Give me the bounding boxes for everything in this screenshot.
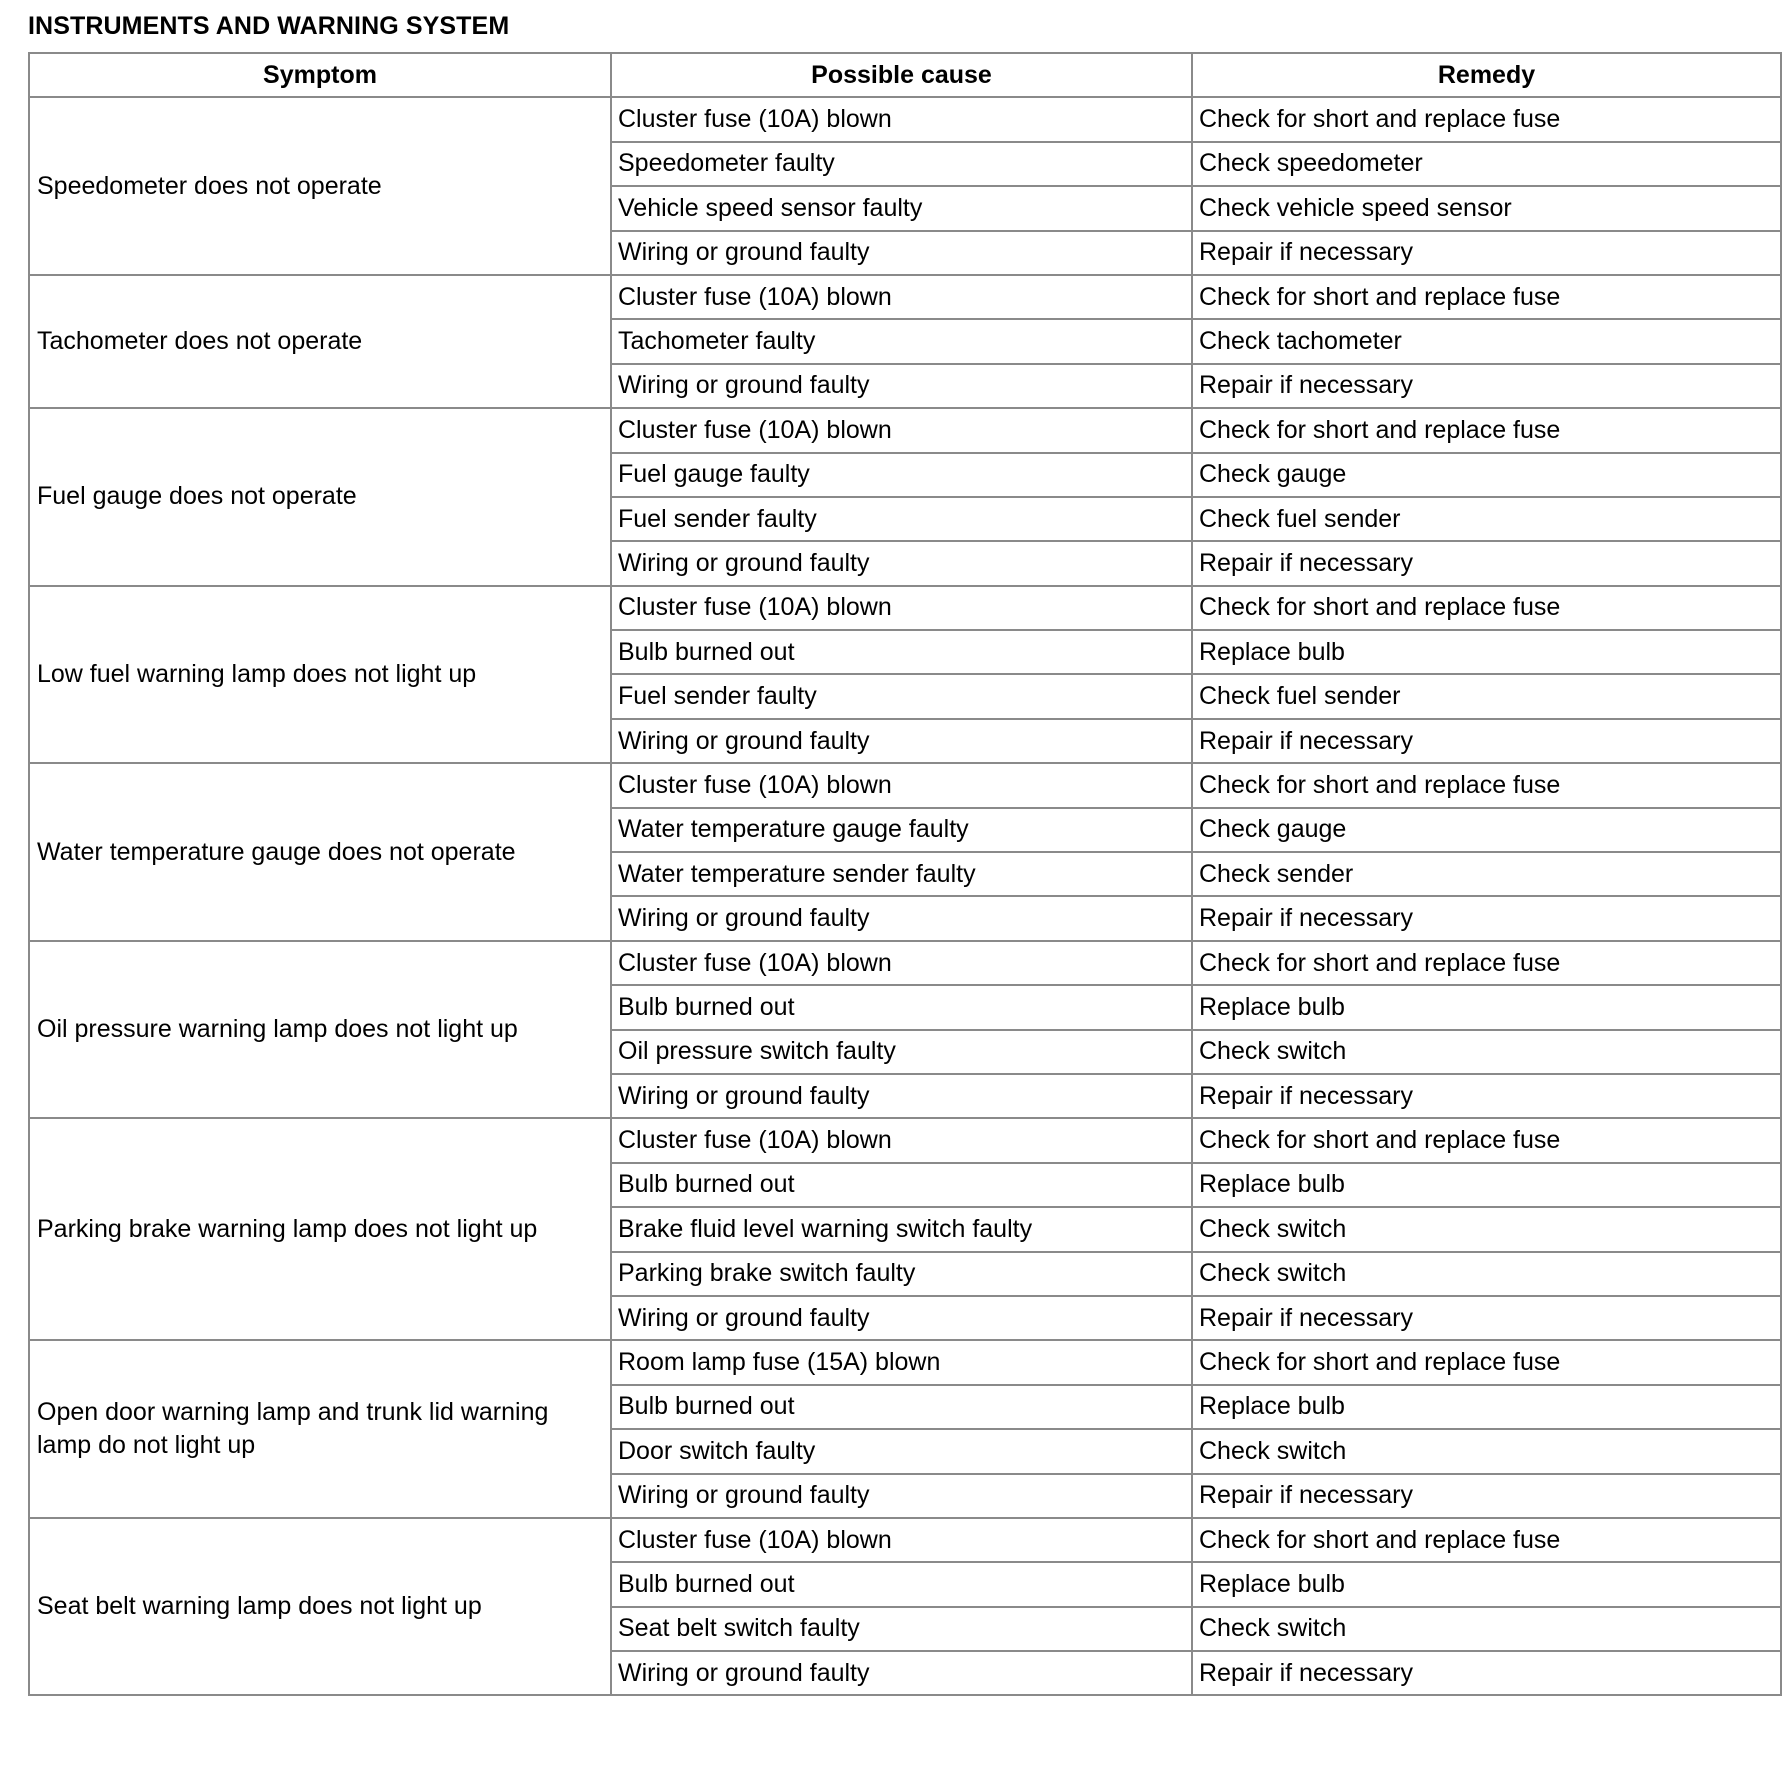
symptom-text: Low fuel warning lamp does not light up (37, 659, 477, 688)
remedy-cell: Check switch (1192, 1207, 1781, 1251)
cause-cell: Bulb burned out (611, 1562, 1192, 1606)
remedy-cell: Repair if necessary (1192, 1474, 1781, 1518)
cause-cell: Water temperature gauge faulty (611, 808, 1192, 852)
remedy-cell: Repair if necessary (1192, 541, 1781, 585)
symptom-text: Open door warning lamp and trunk lid warning lamp do not light up (37, 1398, 549, 1460)
remedy-cell: Check switch (1192, 1030, 1781, 1074)
remedy-cell: Check switch (1192, 1252, 1781, 1296)
remedy-cell: Replace bulb (1192, 985, 1781, 1029)
table-row (29, 1518, 1781, 1562)
remedy-cell: Repair if necessary (1192, 896, 1781, 940)
cause-cell: Fuel sender faulty (611, 497, 1192, 541)
cause-cell: Parking brake switch faulty (611, 1252, 1192, 1296)
remedy-cell: Repair if necessary (1192, 1651, 1781, 1695)
remedy-cell: Replace bulb (1192, 1163, 1781, 1207)
cause-cell: Wiring or ground faulty (611, 231, 1192, 275)
remedy-cell: Repair if necessary (1192, 1296, 1781, 1340)
cause-cell: Cluster fuse (10A) blown (611, 1518, 1192, 1562)
remedy-cell: Check for short and replace fuse (1192, 586, 1781, 630)
cause-cell: Seat belt switch faulty (611, 1607, 1192, 1651)
remedy-cell: Check for short and replace fuse (1192, 1340, 1781, 1384)
remedy-cell: Repair if necessary (1192, 364, 1781, 408)
remedy-cell: Check for short and replace fuse (1192, 408, 1781, 452)
symptom-text: Speedometer does not operate (37, 171, 382, 200)
cause-cell: Fuel sender faulty (611, 674, 1192, 718)
table-row (29, 408, 1781, 452)
symptom-cell (29, 763, 611, 941)
remedy-cell: Repair if necessary (1192, 1074, 1781, 1118)
symptom-text: Oil pressure warning lamp does not light up (37, 1015, 518, 1044)
symptom-cell (29, 97, 611, 275)
remedy-cell: Check fuel sender (1192, 497, 1781, 541)
remedy-cell: Check fuel sender (1192, 674, 1781, 718)
cause-cell: Bulb burned out (611, 1163, 1192, 1207)
symptom-text: Tachometer does not operate (37, 327, 363, 356)
table-body (29, 97, 1781, 1695)
remedy-cell: Check gauge (1192, 453, 1781, 497)
remedy-cell: Replace bulb (1192, 1385, 1781, 1429)
cause-cell: Wiring or ground faulty (611, 364, 1192, 408)
table-header-row (29, 53, 1781, 97)
cause-cell: Cluster fuse (10A) blown (611, 586, 1192, 630)
remedy-cell: Check tachometer (1192, 319, 1781, 363)
symptom-cell (29, 1340, 611, 1518)
cause-cell: Oil pressure switch faulty (611, 1030, 1192, 1074)
remedy-cell: Check for short and replace fuse (1192, 763, 1781, 807)
cause-cell: Cluster fuse (10A) blown (611, 1118, 1192, 1162)
table-row (29, 941, 1781, 985)
remedy-cell: Check gauge (1192, 808, 1781, 852)
table-row (29, 97, 1781, 141)
cause-cell: Cluster fuse (10A) blown (611, 408, 1192, 452)
symptom-text: Water temperature gauge does not operate (37, 837, 516, 866)
remedy-cell: Repair if necessary (1192, 231, 1781, 275)
symptom-cell (29, 275, 611, 408)
remedy-cell: Check switch (1192, 1429, 1781, 1473)
cause-cell: Water temperature sender faulty (611, 852, 1192, 896)
remedy-cell: Check for short and replace fuse (1192, 275, 1781, 319)
cause-cell: Brake fluid level warning switch faulty (611, 1207, 1192, 1251)
troubleshooting-table (28, 52, 1782, 1696)
document-title: INSTRUMENTS AND WARNING SYSTEM (28, 12, 510, 40)
remedy-cell: Check for short and replace fuse (1192, 941, 1781, 985)
remedy-cell: Check for short and replace fuse (1192, 1518, 1781, 1562)
symptom-text: Fuel gauge does not operate (37, 482, 357, 511)
symptom-cell (29, 586, 611, 764)
remedy-cell: Check speedometer (1192, 142, 1781, 186)
header-symptom: Symptom (29, 53, 611, 97)
remedy-cell: Check sender (1192, 852, 1781, 896)
header-possible-cause: Possible cause (611, 53, 1192, 97)
cause-cell: Bulb burned out (611, 630, 1192, 674)
symptom-cell (29, 408, 611, 586)
cause-cell: Cluster fuse (10A) blown (611, 275, 1192, 319)
table-row (29, 275, 1781, 319)
cause-cell: Fuel gauge faulty (611, 453, 1192, 497)
symptom-cell (29, 941, 611, 1119)
symptom-cell (29, 1118, 611, 1340)
symptom-text: Seat belt warning lamp does not light up (37, 1592, 482, 1621)
remedy-cell: Check for short and replace fuse (1192, 97, 1781, 141)
cause-cell: Room lamp fuse (15A) blown (611, 1340, 1192, 1384)
cause-cell: Tachometer faulty (611, 319, 1192, 363)
cause-cell: Cluster fuse (10A) blown (611, 763, 1192, 807)
cause-cell: Wiring or ground faulty (611, 719, 1192, 763)
cause-cell: Wiring or ground faulty (611, 1474, 1192, 1518)
symptom-cell (29, 1518, 611, 1696)
table-row (29, 586, 1781, 630)
remedy-cell: Repair if necessary (1192, 719, 1781, 763)
cause-cell: Wiring or ground faulty (611, 896, 1192, 940)
remedy-cell: Replace bulb (1192, 1562, 1781, 1606)
table-row (29, 1340, 1781, 1384)
cause-cell: Wiring or ground faulty (611, 1074, 1192, 1118)
remedy-cell: Replace bulb (1192, 630, 1781, 674)
table-row (29, 763, 1781, 807)
header-remedy: Remedy (1192, 53, 1781, 97)
cause-cell: Speedometer faulty (611, 142, 1192, 186)
table-row (29, 1118, 1781, 1162)
cause-cell: Door switch faulty (611, 1429, 1192, 1473)
cause-cell: Wiring or ground faulty (611, 1296, 1192, 1340)
remedy-cell: Check for short and replace fuse (1192, 1118, 1781, 1162)
cause-cell: Vehicle speed sensor faulty (611, 186, 1192, 230)
cause-cell: Wiring or ground faulty (611, 541, 1192, 585)
cause-cell: Bulb burned out (611, 985, 1192, 1029)
remedy-cell: Check switch (1192, 1607, 1781, 1651)
cause-cell: Bulb burned out (611, 1385, 1192, 1429)
cause-cell: Cluster fuse (10A) blown (611, 941, 1192, 985)
remedy-cell: Check vehicle speed sensor (1192, 186, 1781, 230)
cause-cell: Cluster fuse (10A) blown (611, 97, 1192, 141)
cause-cell: Wiring or ground faulty (611, 1651, 1192, 1695)
symptom-text: Parking brake warning lamp does not light up (37, 1214, 538, 1243)
